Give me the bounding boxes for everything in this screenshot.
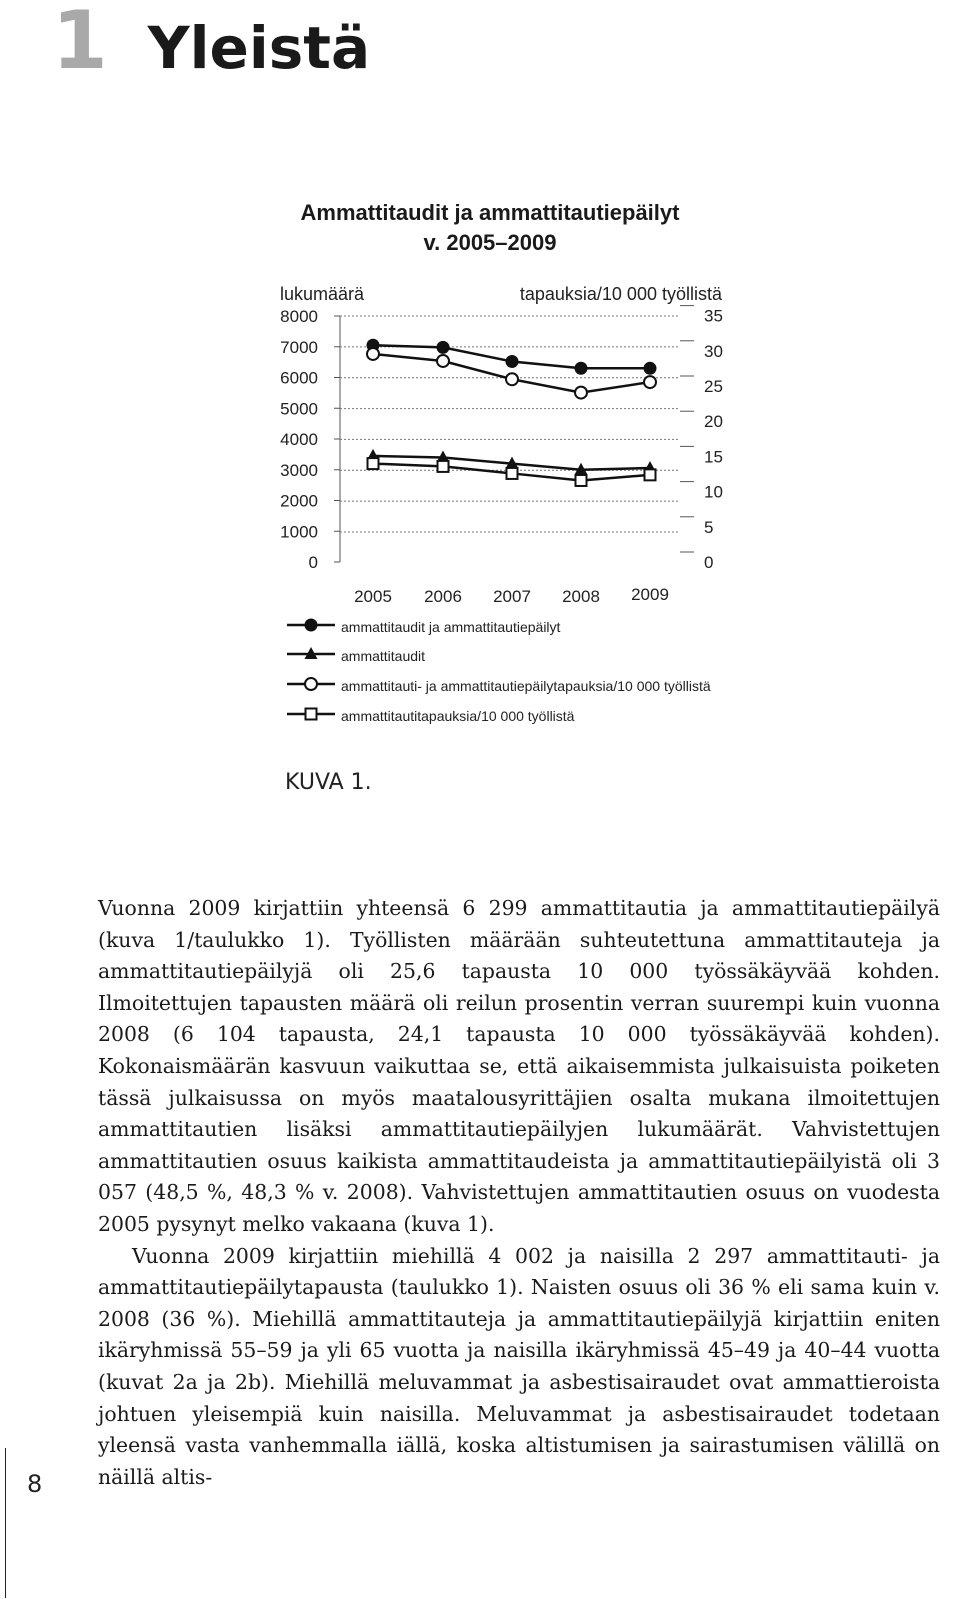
chart-series [367, 339, 657, 486]
legend-entry [287, 678, 711, 694]
marker-filled-circle [575, 362, 588, 375]
x-tick-label: 2007 [493, 587, 531, 606]
chart-title: Ammattitaudit ja ammattitautiepäilyt [300, 200, 680, 225]
left-tick-label: 3000 [280, 460, 318, 480]
left-axis-label: lukumäärä [280, 284, 365, 304]
right-tick-label: 25 [704, 377, 723, 396]
x-tick-label: 2005 [354, 587, 392, 606]
legend-entry [287, 708, 575, 724]
marker-open-square [507, 468, 518, 479]
marker-open-circle [575, 387, 587, 399]
marker-open-circle [367, 348, 379, 360]
marker-open-square [576, 475, 587, 486]
legend-label: ammattitaudit ja ammattitautiepäilyt [341, 619, 561, 635]
x-tick-label: 2009 [631, 585, 669, 604]
marker-filled-circle [644, 362, 657, 375]
x-tick-label: 2008 [562, 587, 600, 606]
x-tick-label: 2006 [424, 587, 462, 606]
marker-open-circle [644, 376, 656, 388]
gridlines [340, 316, 680, 562]
left-tick-label: 2000 [280, 491, 318, 511]
right-tick-label: 35 [704, 306, 723, 326]
left-tick-label: 0 [308, 553, 318, 572]
right-axis-ticks [680, 306, 723, 572]
left-tick-label: 8000 [280, 307, 318, 326]
chapter-number: 1 [52, 0, 108, 87]
paragraph-1: Vuonna 2009 kirjattiin yhteensä 6 299 ammattitautia ja ammattitautiepäilyä (kuva 1/taulukko 1). Työllisten määrään suhteutettuna ammattitauteja ja ammattitautiepäilyjä oli 25,6 tapausta 10 000 työssäkäyvää kohden. Ilmoitettujen tapausten määrä oli reilun prosentin verran suurempi kuin vuonna 2008 (6 104 tapausta, 24,1 tapausta 10 000 työssäkäyvää kohden). Kokonaismäärän kasvuun vaikuttaa se, että aikaisemmista julkaisuista poiketen tässä julkaisussa on myös maatalousyrittäjien osalta mukana ilmoitettujen ammattitautien lisäksi ammattitautiepäilyjen lukumäärät. Vahvistettujen ammattitautien osuus kaikista ammattitaudeista ja ammattitautiepäilyistä oli 3 057 (48,5 %, 48,3 % v. 2008). Vahvistettujen ammattitautien osuus on vuodesta 2005 pysynyt melko vakaana (kuva 1). [98, 896, 940, 1236]
figure-label: KUVA 1. [285, 770, 372, 795]
page-number: 8 [27, 1470, 43, 1498]
x-axis-ticks [354, 585, 669, 606]
marker-open-square [368, 458, 379, 469]
marker-filled-circle [506, 355, 519, 368]
marker-open-square [306, 709, 317, 720]
chapter-title: Yleistä [147, 14, 371, 82]
body-text [98, 893, 940, 1493]
chart-subtitle: v. 2005–2009 [423, 230, 557, 255]
marker-open-square [645, 469, 656, 480]
legend-label: ammattitauti- ja ammattitautiepäilytapauksia/10 000 työllistä [341, 678, 711, 694]
right-axis-label: tapauksia/10 000 työllistä [519, 284, 722, 304]
left-tick-label: 1000 [280, 522, 318, 542]
marker-open-circle [506, 373, 518, 385]
left-tick-label: 6000 [280, 368, 318, 388]
legend-entry [287, 647, 425, 664]
left-tick-label: 5000 [280, 399, 318, 419]
right-tick-label: 20 [704, 412, 723, 432]
left-tick-label: 7000 [280, 337, 318, 357]
legend-label: ammattitautitapauksia/10 000 työllistä [341, 708, 575, 724]
right-tick-label: 30 [704, 341, 723, 361]
marker-open-square [438, 461, 449, 472]
legend-label: ammattitaudit [341, 648, 426, 664]
marker-open-circle [437, 355, 449, 367]
right-tick-label: 5 [704, 517, 714, 537]
marker-open-circle [305, 678, 317, 690]
marker-filled-circle [437, 341, 450, 354]
left-tick-label: 4000 [280, 430, 318, 449]
paragraph-2: Vuonna 2009 kirjattiin miehillä 4 002 ja naisilla 2 297 ammattitauti- ja ammattitautiepäilytapausta (taulukko 1). Naisten osuus oli 36 % eli sama kuin v. 2008 (36 %). Miehillä ammattitauteja ja ammattitautiepäilyjä kirjattiin eniten ikäryhmissä 55–59 ja yli 65 vuotta ja naisilla ikäryhmissä 45–49 ja 40–44 vuotta (kuvat 2a ja 2b). Miehillä meluvammat ja asbestisairaudet ovat ammattieroista johtuen yleisempiä kuin naisilla. Meluvammat ja asbestisairaudet todetaan yleensä vasta vanhemmalla iällä, koska altistumisen ja sairastumisen välillä on näillä altis- [98, 1243, 940, 1489]
page-margin-rule [5, 1448, 6, 1598]
right-tick-label: 15 [704, 447, 723, 467]
chart-figure [0, 0, 960, 760]
left-axis-ticks [280, 307, 340, 572]
chart-legend [287, 619, 711, 725]
right-tick-label: 10 [704, 482, 723, 502]
legend-entry [287, 619, 561, 636]
marker-filled-circle [305, 619, 318, 632]
right-tick-label: 0 [704, 553, 714, 572]
